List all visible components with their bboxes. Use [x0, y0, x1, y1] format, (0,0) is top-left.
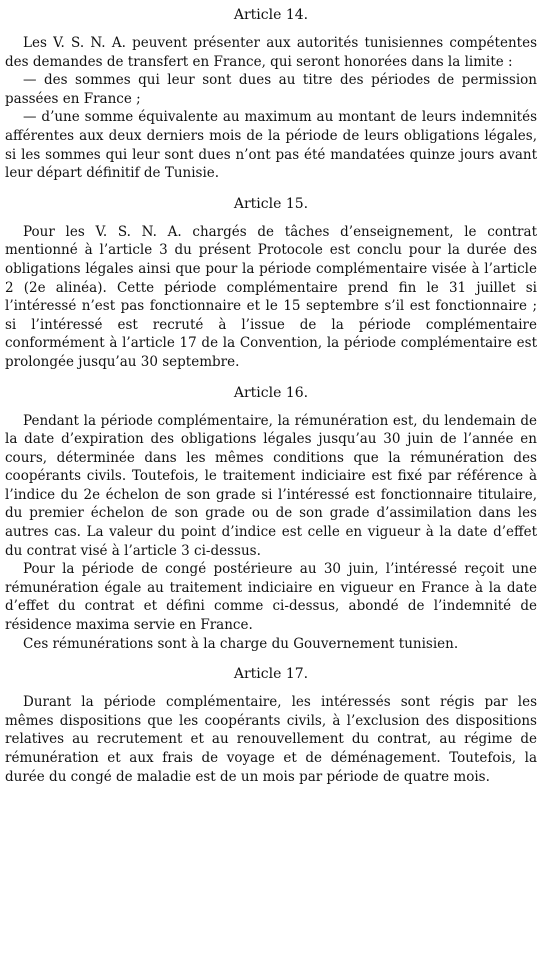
article-15 [5, 195, 537, 372]
article-title: Article 17. [233, 666, 309, 683]
article-paragraph: Pour la période de congé postérieure au 30 juin, l’intéressé reçoit une rémunération égale au traitement indiciaire en vigueur en France à la date d’effet du contrat et défini comme ci-dessus, abondé de l’indemnité de résidence maxima servie en France. [5, 561, 537, 634]
article-17 [5, 665, 537, 786]
article-title: Article 15. [233, 195, 309, 212]
article-paragraph: Durant la période complémentaire, les intéressés sont régis par les mêmes dispositions que les coopérants civils, à l’exclusion des dispositions relatives au recrutement et au renouvellement du contrat, au régime de rémunération et aux frais de voyage et de déménagement. Toutefois, la durée du congé de maladie est de un mois par période de quatre mois. [5, 694, 537, 785]
article-paragraph: Pendant la période complémentaire, la rémunération est, du lendemain de la date d’expiration des obligations légales jusqu’au 30 juin de l’année en cours, déterminée dans les mêmes conditions que la rémunération des coopérants civils. Toutefois, le traitement indiciaire est fixé par référence à l’indice du 2e échelon de son grade si l’intéressé est fonctionnaire titulaire, du premier échelon de son grade ou de son grade d’assimilation dans les autres cas. La valeur du point d’indice est celle en vigueur à la date d’effet du contrat visé à l’article 3 ci-dessus. [5, 412, 537, 559]
article-paragraph: Pour les V. S. N. A. chargés de tâches d’enseignement, le contrat mentionné à l’article 3 du présent Protocole est conclu pour la durée des obligations légales ainsi que pour la période complémentaire visée à l’article 2 (2e alinéa). Cette période complémentaire prend fin le 31 juillet si l’intéressé n’est pas fonctionnaire et le 15 septembre s’il est fonctionnaire ; si l’intéressé est recruté à l’issue de la période complémentaire conformément à l’article 17 de la Convention, la période complémentaire est prolongée jusqu’au 30 septembre. [5, 223, 537, 370]
article-14 [5, 6, 537, 183]
article-title: Article 16. [233, 384, 309, 401]
article-title: Article 14. [233, 7, 309, 23]
article-paragraph: — des sommes qui leur sont dues au titre des périodes de permission passées en France ; [5, 72, 537, 107]
article-paragraph: — d’une somme équivalente au maximum au montant de leurs indemnités afférentes aux deux derniers mois de la période de leurs obligations légales, si les sommes qui leur sont dues n’ont pas été mandatées quinze jours avant leur départ définitif de Tunisie. [5, 109, 537, 182]
article-paragraph: Ces rémunérations sont à la charge du Gouvernement tunisien. [23, 635, 459, 652]
article-paragraph: Les V. S. N. A. peuvent présenter aux autorités tunisiennes compétentes des demandes de transfert en France, qui seront honorées dans la limite : [5, 35, 537, 70]
article-16 [5, 384, 537, 654]
